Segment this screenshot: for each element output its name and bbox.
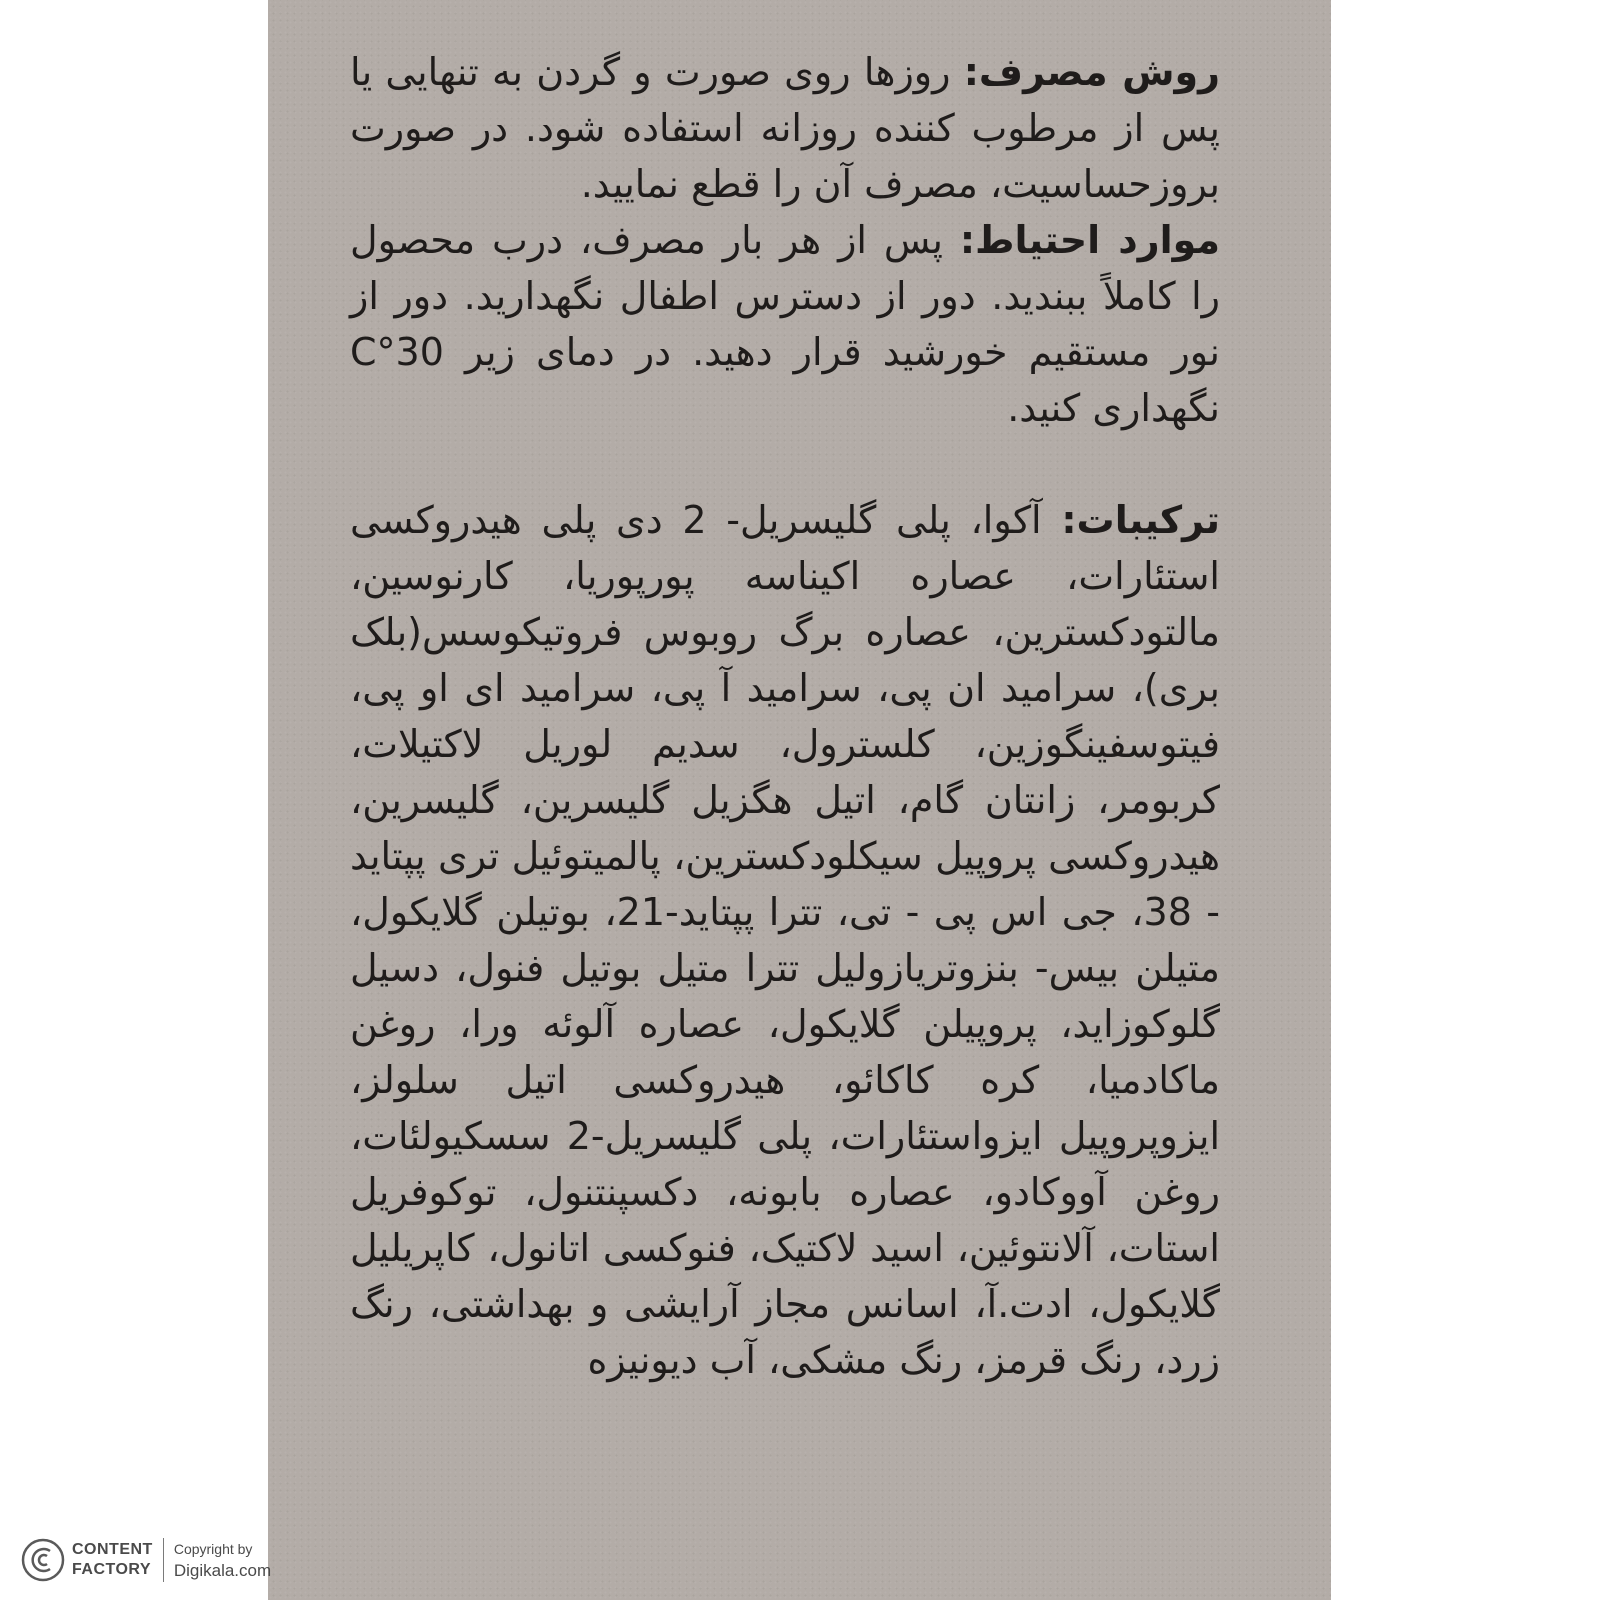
watermark-brand xyxy=(72,1540,153,1580)
watermark-copyright xyxy=(174,1538,271,1582)
content-factory-logo-icon xyxy=(20,1537,66,1583)
brand-line-1: CONTENT xyxy=(72,1541,153,1558)
copyright-site: Digikala.com xyxy=(173,1561,272,1580)
watermark-divider xyxy=(163,1538,164,1582)
brand-line-2: FACTORY xyxy=(72,1561,152,1578)
usage-paragraph xyxy=(350,44,1220,212)
usage-heading: روش مصرف: xyxy=(963,50,1220,94)
paragraph-gap xyxy=(350,436,1220,492)
usage-text: روزها روی صورت و گردن به تنهایی یا پس از مرطوب کننده روزانه استفاده شود. در صورت بروزحساسیت، مصرف آن را قطع نمایید. xyxy=(350,50,1220,206)
caution-text: پس از هر بار مصرف، درب محصول را کاملاً ببندید. دور از دسترس اطفال نگهدارید. دور از نور مستقیم خورشید قرار دهید. در دمای زیر 30°C نگهداری کنید. xyxy=(350,218,1220,430)
ingredients-text: آکوا، پلی گلیسریل- 2 دی پلی هیدروکسی استئارات، عصاره اکیناسه پورپوریا، کارنوسین، مالتودکسترین، عصاره برگ روبوس فروتیکوسس(بلک بری)، سرامید ان پی، سرامید آ پی، سرامید ای او پی، فیتوسفینگوزین، کلسترول، سدیم لوریل لاکتیلات، کربومر، زانتان گام، اتیل هگزیل گلیسرین، گلیسرین، هیدروکسی پروپیل سیکلودکسترین، پالمیتوئیل تری پپتاید - 38، جی اس پی - تی، تترا پپتاید-21، بوتیلن گلایکول، متیلن بیس- بنزوتریازولیل تترا متیل بوتیل فنول، دسیل گلوکوزاید، پروپیلن گلایکول، عصاره آلوئه ورا، روغن ماکادمیا، کره کاکائو، هیدروکسی اتیل سلولز، ایزوپروپیل ایزواستئارات، پلی گلیسریل-2 سسکیولئات، روغن آووکادو، عصاره بابونه، دکسپنتنول، توکوفریل استات، آلانتوئین، اسید لاکتیک، فنوکسی اتانول، کاپریلیل گلایکول، ادت.آ، اسانس مجاز آرایشی و بهداشتی، رنگ زرد، رنگ قرمز، رنگ مشکی، آب دیونیزه xyxy=(350,498,1221,1382)
label-text-block xyxy=(350,44,1220,1388)
watermark xyxy=(20,1528,271,1592)
ingredients-heading: ترکیبات: xyxy=(1061,498,1220,542)
ingredients-paragraph xyxy=(350,492,1220,1388)
copyright-text: Copyright by xyxy=(173,1541,253,1557)
caution-heading: موارد احتیاط: xyxy=(959,218,1220,262)
caution-paragraph xyxy=(350,212,1220,436)
